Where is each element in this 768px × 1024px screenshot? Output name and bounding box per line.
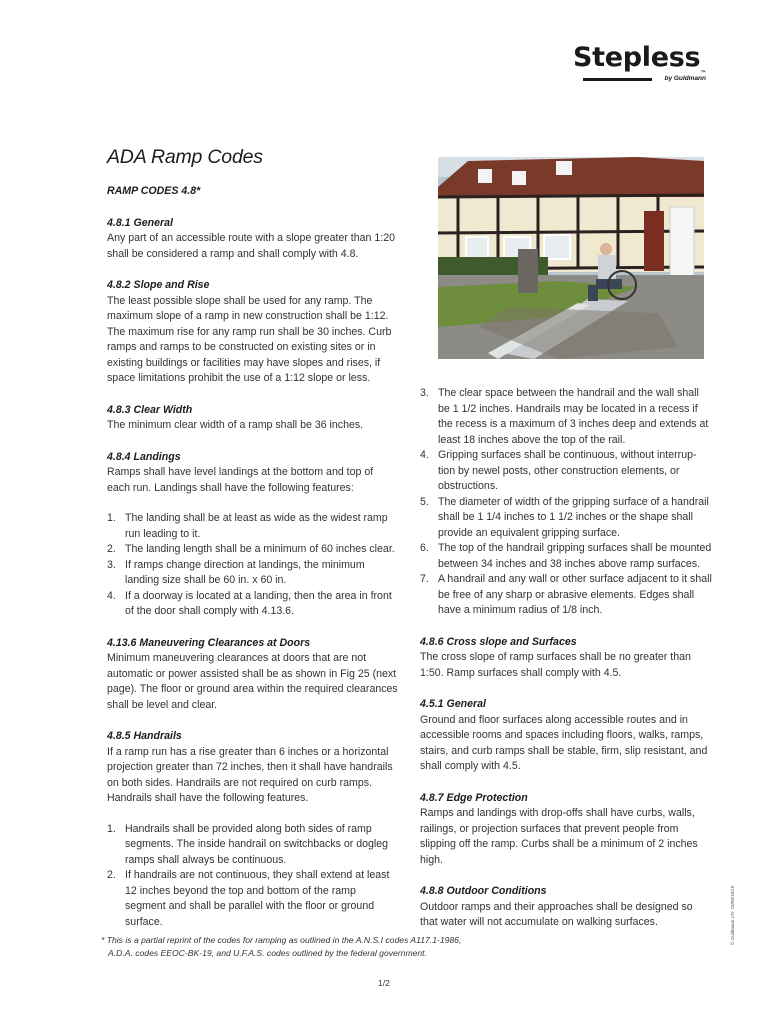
section-title: 4.8.1 General: [107, 216, 173, 229]
section-text: Any part of an accessible route with a slope greater than 1:20 shall be considered a ramp and shall comply with 4.8.: [107, 232, 395, 260]
handrails-list-continued: [420, 386, 712, 619]
brand-logo: [572, 42, 706, 90]
section-title: 4.8.8 Outdoor Conditions: [420, 885, 547, 897]
right-column: [420, 386, 712, 931]
list-item: 2. If handrails are not continuous, they shall extend at least 12 inches beyond the top and bottom of the ramp segment and shall be parallel with the floor or ground surface.: [107, 869, 390, 928]
page-number: 1/2: [378, 978, 390, 988]
list-item: 4. If a doorway is located at a landing, then the area in front of the door shall comply with 4.13.6.: [107, 589, 392, 617]
side-copyright: © Guldmann US- 16/08/10/10: [730, 885, 735, 945]
section-title: 4.8.4 Landings: [107, 450, 181, 463]
brand-byline: by Guldmann: [664, 75, 706, 82]
house-ramp-illustration: [438, 157, 704, 359]
section-title: 4.13.6 Maneuvering Clearances at Doors: [107, 636, 311, 649]
list-item: 1. Handrails shall be provided along both sides of ramp segments. The inside handrail on switchbacks or dogleg ramps shall always be continuous.: [107, 822, 389, 866]
section-text: Ramps shall have level landings at the bottom and top of each run. Landings shall have the following features:: [107, 466, 374, 494]
list-item: 6. The top of the handrail gripping surfaces shall be mounted between 34 inches and 38 inches above ramp surfaces.: [420, 542, 712, 570]
list-item: 4. Gripping surfaces shall be continuous, without interrup-tion by newel posts, other construction elements, or obstructions.: [420, 449, 697, 492]
footnote: [101, 934, 521, 959]
page-title: ADA Ramp Codes: [107, 146, 263, 168]
section-title: 4.8.2 Slope and Rise: [107, 279, 210, 291]
ramp-codes-heading: RAMP CODES 4.8*: [107, 185, 201, 197]
brand-tm: ™: [700, 70, 706, 77]
list-item: 3. If ramps change direction at landings, the minimum landing size shall be 60 in. x 60 in.: [107, 558, 365, 586]
section-text: Minimum maneuvering clearances at doors that are not automatic or power assisted shall be as shown in Fig 25 (next page). The floor or ground area within the required clearances shall be level and clear.: [107, 652, 398, 711]
brand-name: Stepless: [572, 42, 701, 73]
footnote-line: * This is a partial reprint of the codes for ramping as outlined in the A.N.S.I codes A117.1-1986,: [101, 935, 462, 945]
footnote-line: A.D.A. codes EEOC-BK-19, and U.F.A.S. codes outlined by the federal government.: [108, 947, 427, 958]
section-title: 4.5.1 General: [420, 698, 486, 710]
section-title: 4.8.3 Clear Width: [107, 403, 193, 416]
section-title: 4.8.5 Handrails: [107, 730, 182, 742]
ramp-photo: [438, 157, 704, 359]
section-text: Outdoor ramps and their approaches shall be designed so that water will not accumulate on walking surfaces.: [420, 900, 693, 928]
landings-list: [107, 511, 399, 620]
handrails-list: [107, 822, 399, 931]
section-text: Ground and floor surfaces along accessible routes and in accessible rooms and spaces including floors, walks, ramps, stairs, and curb ramps shall be stable, firm, slip resistant, and shall comply with 4.5.: [420, 713, 708, 772]
section-title: 4.8.7 Edge Protection: [420, 791, 528, 804]
list-item: 2. The landing length shall be a minimum of 60 inches clear.: [107, 543, 395, 555]
left-column: [107, 184, 399, 930]
section-text: The minimum clear width of a ramp shall be 36 inches.: [107, 419, 364, 431]
section-text: If a ramp run has a rise greater than 6 inches or a horizontal projection greater than 72 inches, then it shall have handrails on both sides. Handrails are not required on curb ramps. Handrails shall have the following features.: [107, 745, 393, 804]
list-item: 3. The clear space between the handrail and the wall shall be 1 1/2 inches. Handrails may be located in a recess if the recess is a maximum of 3 inches deep and extends at least 18 inches above the top of the rail.: [420, 387, 709, 446]
section-title: 4.8.6 Cross slope and Surfaces: [420, 635, 577, 648]
list-item: 1. The landing shall be at least as wide as the widest ramp run leading to it.: [107, 512, 388, 540]
section-text: The cross slope of ramp surfaces shall be no greater than 1:50. Ramp surfaces shall comply with 4.5.: [420, 651, 691, 679]
section-text: The least possible slope shall be used for any ramp. The maximum slope of a ramp in new construction shall be 1:12. The maximum rise for any ramp run shall be 30 inches. Curb ramps and ramps to be constructed on existing sites or in existing buildings or facilities may have slopes and rises, if space limitations prohibit the use of a 1:12 slope or less.: [107, 294, 392, 384]
logo-bar: [583, 78, 652, 81]
list-item: 7. A handrail and any wall or other surface adjacent to it shall be free of any sharp or abrasive elements. Edges shall have a minimum radius of 1/8 inch.: [420, 573, 712, 616]
section-text: Ramps and landings with drop-offs shall have curbs, walls, railings, or projection surfaces that prevent people from slipping off the ramp. Curbs shall be a minimum of 2 inches high.: [420, 807, 698, 866]
list-item: 5. The diameter of width of the gripping surface of a handrail shall be 1 1/4 inches to 1 1/2 inches or the shape shall provide an equivalent gripping surface.: [420, 495, 709, 539]
